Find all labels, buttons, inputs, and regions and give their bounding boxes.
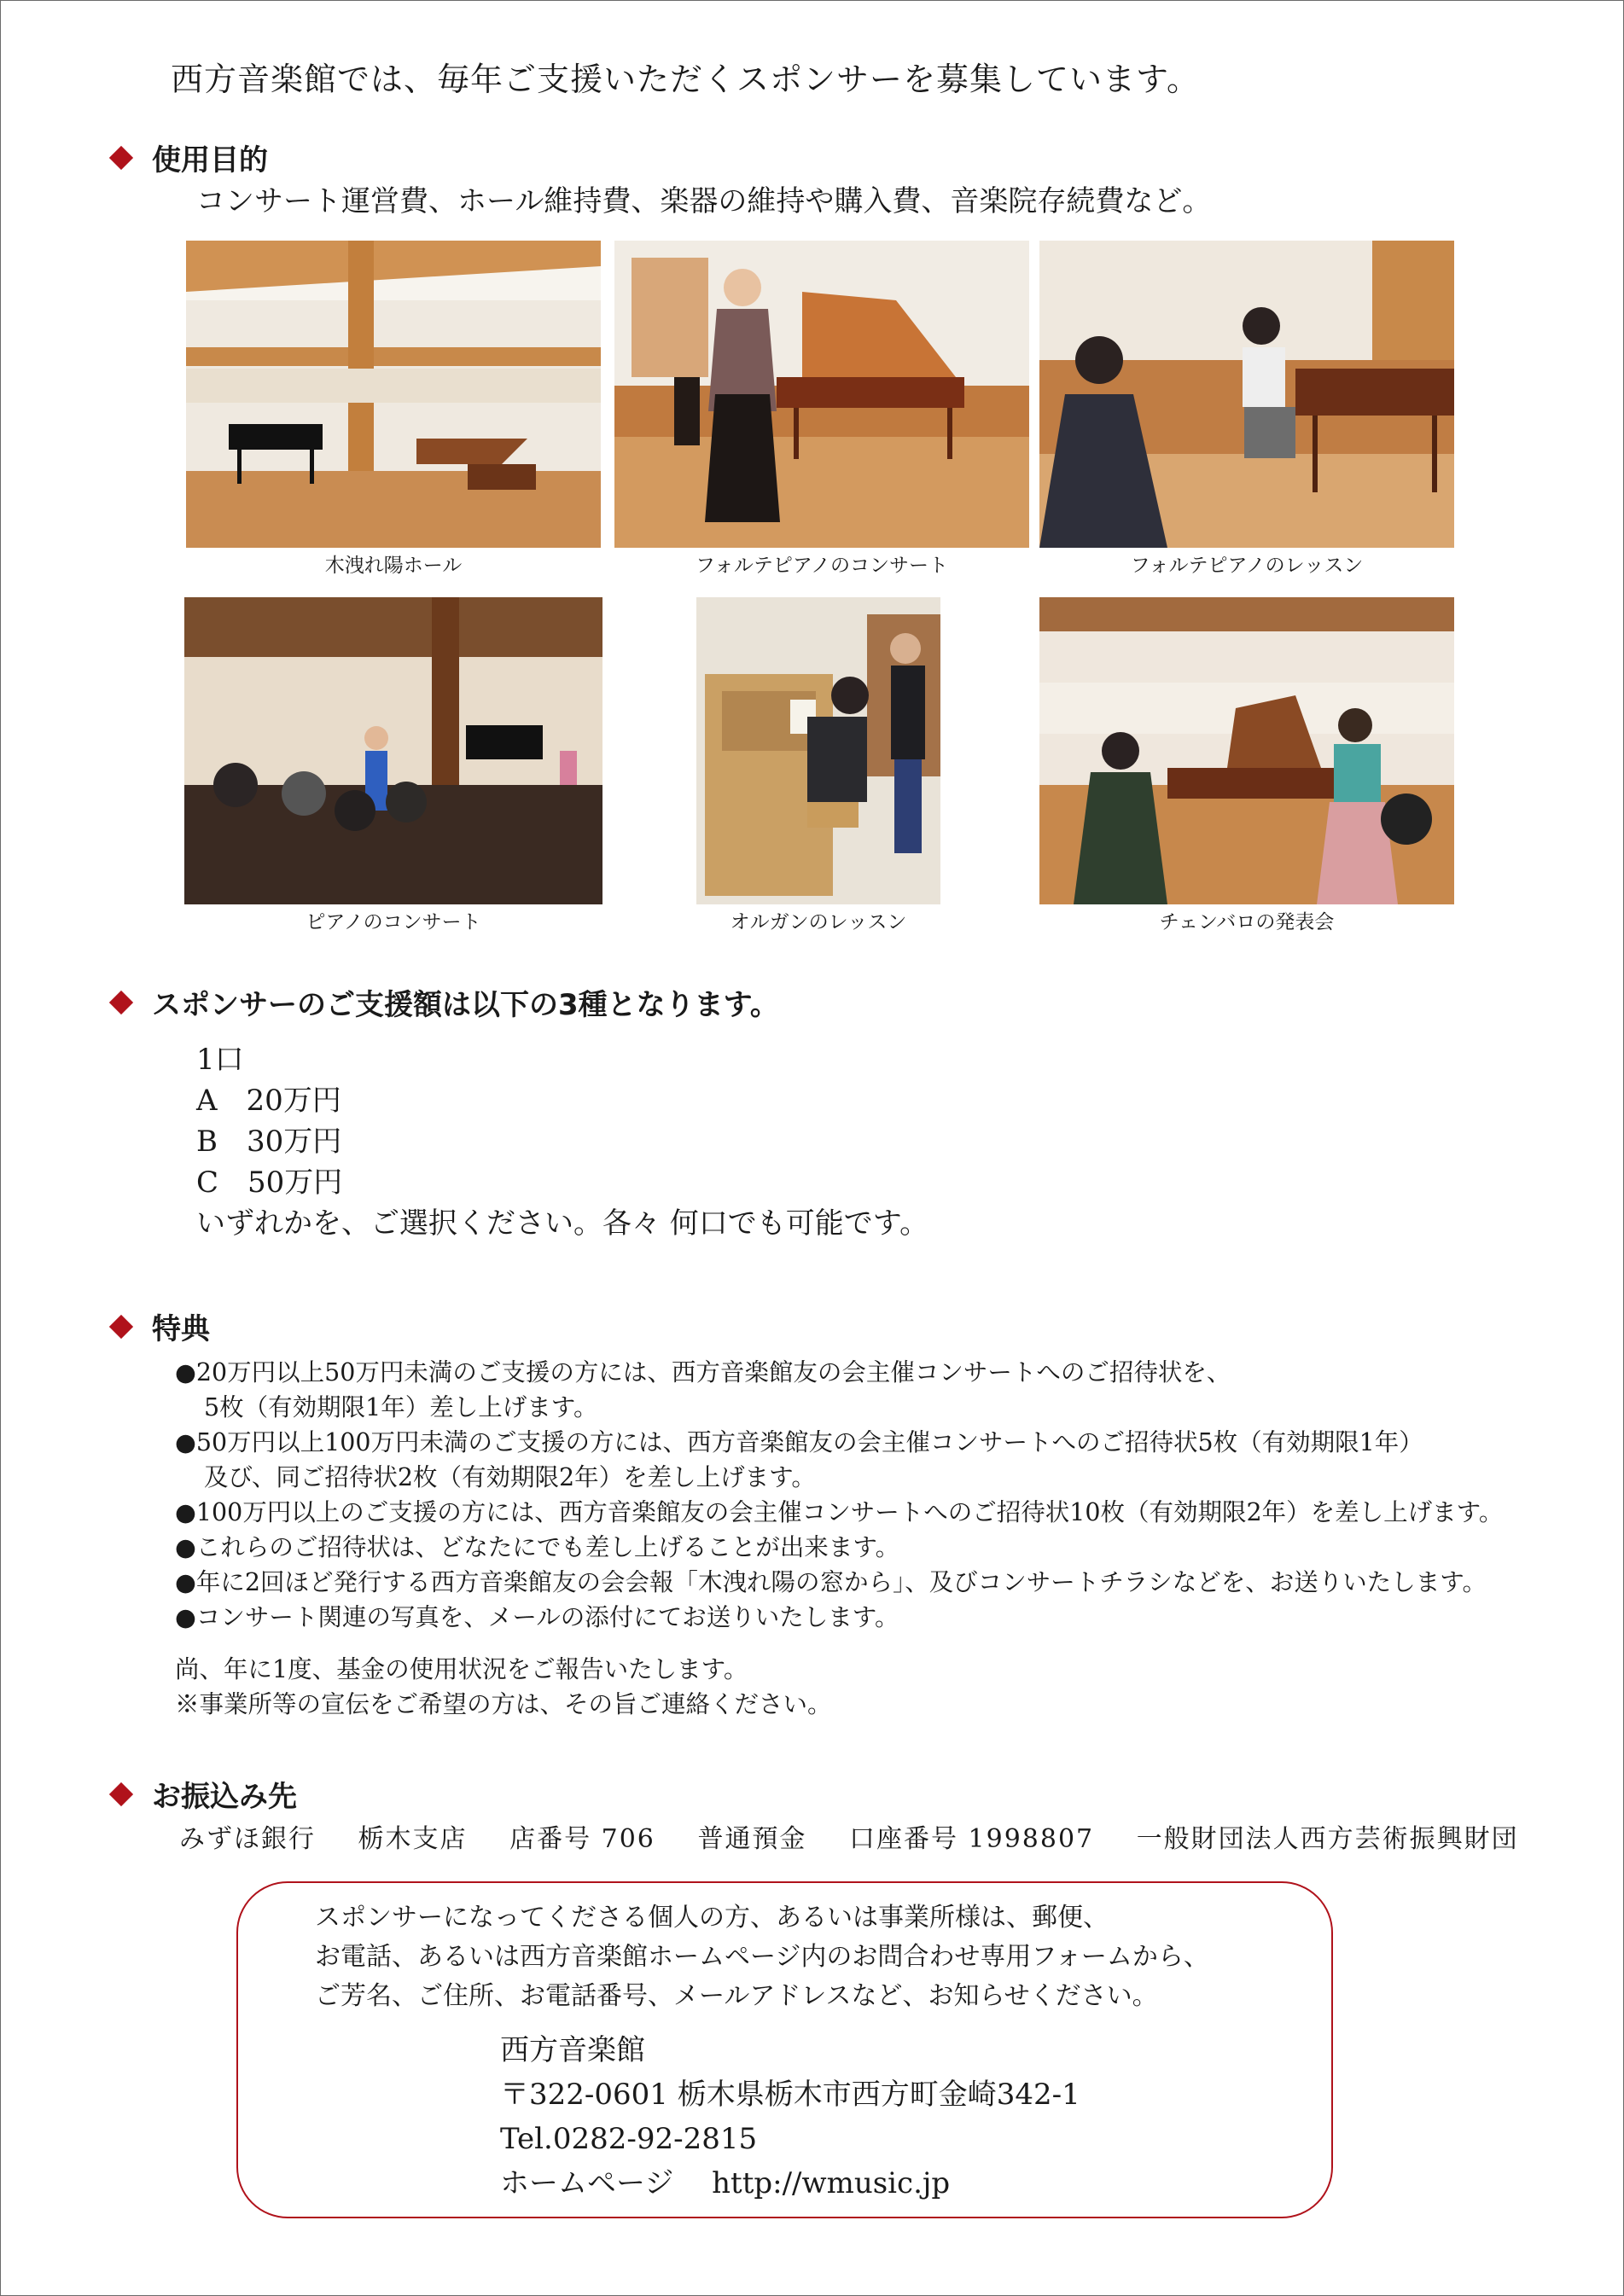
photo-caption: ピアノのコンサート: [306, 911, 481, 933]
benefit-line: 5枚（有効期限1年）差し上げます。: [204, 1393, 598, 1421]
amounts-list: [196, 1039, 928, 1244]
contact-box: [236, 1881, 1333, 2218]
contact-message: [315, 1898, 1209, 2016]
benefit-line: ●100万円以上のご支援の方には、西方音楽館友の会主催コンサートへのご招待状10枚（有効期限2年）を差し上げます。: [175, 1498, 1504, 1526]
fortepiano-concert-photo: [614, 241, 1029, 548]
photo-caption: フォルテピアノのレッスン: [1130, 555, 1364, 577]
org-name: 西方音楽館: [500, 2033, 645, 2067]
phone: Tel.0282-92-2815: [500, 2122, 758, 2156]
fortepiano-lesson-photo: [1039, 241, 1454, 548]
contact-message-line: お電話、あるいは西方音楽館ホームページ内のお問合わせ専用フォームから、: [315, 1942, 1209, 1972]
transfer-heading-label: お振込み先: [152, 1780, 297, 1814]
contact-info: [500, 2028, 1080, 2206]
benefit-line: 及び、同ご招待状2枚（有効期限2年）を差し上げます。: [204, 1463, 816, 1491]
amounts-section-heading: [113, 981, 779, 1023]
amounts-heading-label: スポンサーのご支援額は以下の3種となります。: [152, 988, 779, 1022]
benefit-note: ※事業所等の宣伝をご希望の方は、その旨ご連絡ください。: [175, 1690, 832, 1718]
transfer-section-heading: [113, 1773, 297, 1815]
amount-option-a: A 20万円: [196, 1084, 341, 1118]
amount-note: いずれかを、ご選択ください。各々 何口でも可能です。: [196, 1206, 929, 1241]
diamond-bullet-icon: [109, 1782, 133, 1805]
photo-caption: 木洩れ陽ホール: [324, 555, 463, 577]
photo-caption: オルガンのレッスン: [730, 911, 907, 933]
account-holder: 一般財団法人西方芸術振興財団: [1136, 1824, 1519, 1854]
harpsichord-recital-photo: [1039, 597, 1454, 904]
benefit-line: ●コンサート関連の写真を、メールの添付にてお送りいたします。: [175, 1603, 899, 1631]
amount-option-b: B 30万円: [196, 1125, 342, 1159]
diamond-bullet-icon: [109, 1314, 133, 1338]
contact-message-line: スポンサーになってくださる個人の方、あるいは事業所様は、郵便、: [315, 1903, 1109, 1933]
piano-concert-photo: [184, 597, 602, 904]
benefit-line: ●年に2回ほど発行する西方音楽館友の会会報「木洩れ陽の窓から」、及びコンサートチラシなどを、お送りいたします。: [175, 1568, 1487, 1596]
intro-heading: 西方音楽館では、毎年ご支援いただくスポンサーを募集しています。: [171, 61, 1200, 98]
concert-hall-photo: [186, 241, 601, 548]
bank-details: [179, 1817, 1519, 1855]
homepage-link[interactable]: ホームページ http://wmusic.jp: [500, 2166, 951, 2200]
benefits-section-heading: [113, 1305, 210, 1347]
benefit-line: ●20万円以上50万円未満のご支援の方には、西方音楽館友の会主催コンサートへのご招待状を、: [175, 1358, 1231, 1386]
benefits-list: [175, 1355, 1503, 1722]
purpose-section-heading: [113, 137, 268, 178]
purpose-heading-label: 使用目的: [152, 143, 268, 177]
organ-lesson-photo: [696, 597, 940, 904]
account-type: 普通預金: [697, 1824, 807, 1854]
photo-caption: フォルテピアノのコンサート: [695, 555, 948, 577]
amount-unit: 1口: [196, 1043, 244, 1077]
photo-caption: チェンバロの発表会: [1159, 911, 1335, 933]
benefit-note: 尚、年に1度、基金の使用状況をご報告いたします。: [175, 1655, 748, 1683]
bank-branch-number: 店番号 706: [509, 1824, 655, 1854]
benefit-line: ●50万円以上100万円未満のご支援の方には、西方音楽館友の会主催コンサートへのご招待状5枚（有効期限1年）: [175, 1428, 1423, 1456]
purpose-text: コンサート運営費、ホール維持費、楽器の維持や購入費、音楽院存続費など。: [196, 184, 1212, 218]
account-number: 口座番号 1998807: [848, 1824, 1095, 1854]
diamond-bullet-icon: [109, 145, 133, 169]
benefits-heading-label: 特典: [152, 1312, 210, 1346]
diamond-bullet-icon: [109, 990, 133, 1014]
contact-message-line: ご芳名、ご住所、お電話番号、メールアドレスなど、お知らせください。: [315, 1981, 1158, 2011]
bank-name: みずほ銀行: [179, 1824, 316, 1854]
amount-option-c: C 50万円: [196, 1165, 343, 1200]
address: 〒322-0601 栃木県栃木市西方町金崎342-1: [500, 2078, 1080, 2112]
bank-branch: 栃木支店: [358, 1824, 468, 1854]
benefit-line: ●これらのご招待状は、どなたにでも差し上げることが出来ます。: [175, 1533, 900, 1561]
